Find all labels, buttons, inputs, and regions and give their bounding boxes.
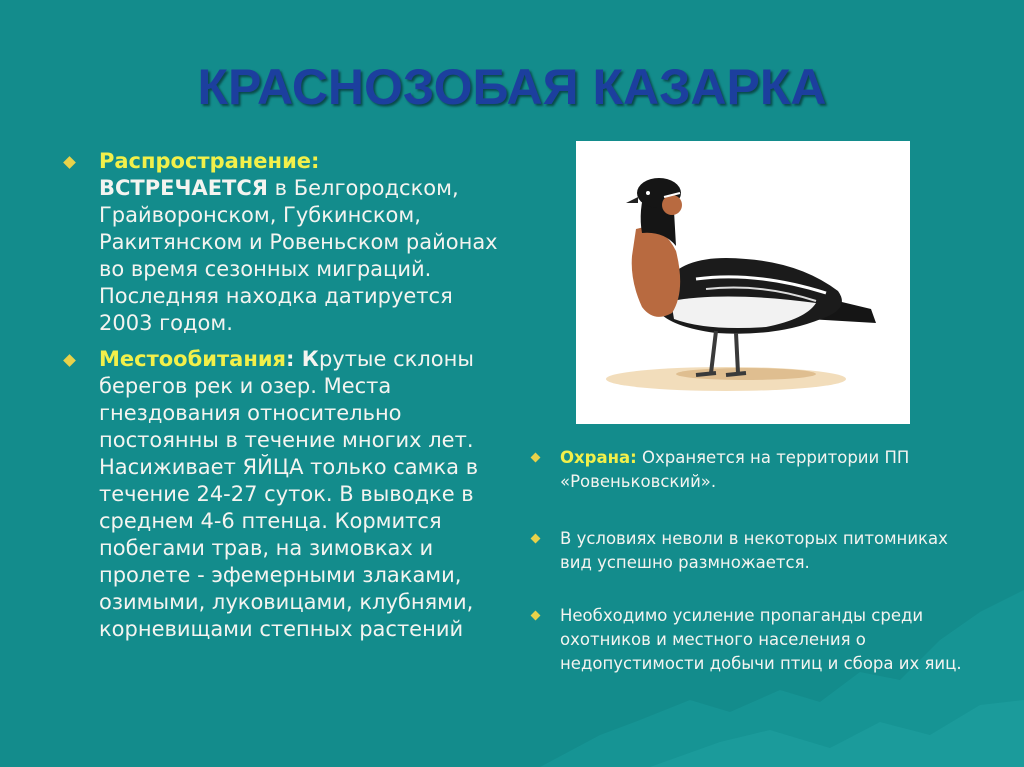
bullet-habitat — [99, 346, 499, 643]
protection-text: Охраняется на территории ПП «Ровеньковский». — [560, 448, 910, 491]
distribution-caps: ВСТРЕЧАЕТСЯ — [99, 176, 268, 200]
bullet-propaganda — [560, 604, 980, 676]
habitat-text: рутые склоны берегов рек и озер. Места гнездования относительно постоянны в течение многих лет. Насиживает ЯЙЦА только самка в течение 24-27 суток. В выводке в среднем 4-6 птенца. Кормится побегами трав, на зимовках и пролете - эфемерными злаками, озимыми, луковицами, клубнями, корневищами степных растений — [99, 347, 479, 641]
red-breasted-goose-drawing — [576, 141, 910, 424]
captivity-text: В условиях неволи в некоторых питомниках вид успешно размножается. — [560, 529, 948, 572]
slide-title: КРАСНОЗОБАЯ КАЗАРКА — [197, 59, 827, 115]
distribution-colon: : — [311, 149, 320, 173]
propaganda-text: Необходимо усиление пропаганды среди охотников и местного населения о недопустимости добычи птиц и сбора их яиц. — [560, 606, 962, 673]
protection-label: Охрана: — [560, 448, 637, 467]
bullet-captivity — [560, 527, 980, 575]
bullet-protection — [560, 446, 980, 494]
bullet-distribution — [99, 148, 499, 337]
habitat-caps: К — [301, 347, 319, 371]
distribution-label: Распространение — [99, 149, 312, 173]
goose-illustration — [576, 141, 910, 424]
habitat-label: Местообитания — [99, 347, 287, 371]
distribution-text: в Белгородском, Грайворонском, Губкинском, Ракитянском и Ровеньском районах во время сезонных миграций. Последняя находка датируется 2003 годом. — [99, 176, 498, 335]
habitat-colon: : — [286, 347, 302, 371]
